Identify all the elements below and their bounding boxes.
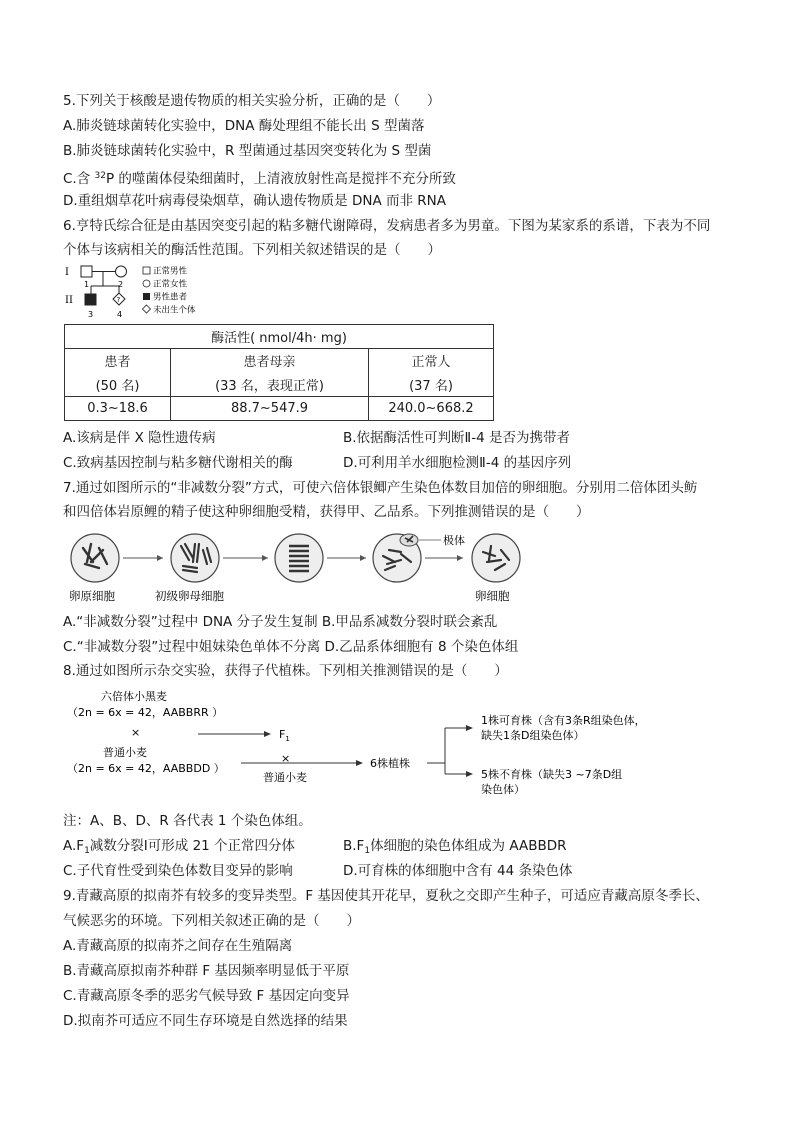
table-count: (33 名，表现正常) [171, 373, 369, 397]
q6-option-b: B.依据酶活性可判断Ⅱ-4 是否为携带者 [343, 430, 570, 446]
legend-normal-female: 正常女性 [153, 279, 188, 290]
individual-number: 2 [118, 280, 124, 289]
q8-option-a: $A.F_1$减数分裂Ⅰ可形成 21 个正常四分体 [63, 838, 296, 856]
q5-option-d: D.重组烟草花叶病毒侵染烟草，确认遗传物质是 DNA 而非 RNA [63, 193, 447, 209]
pedigree-chart [63, 262, 263, 322]
individual-number: 1 [84, 280, 90, 289]
triticale-genotype: （2n = 6x = 42，AABBRR ） [67, 706, 224, 719]
q6-stem-line1: 6.亨特氏综合征是由基因突变引起的粘多糖代谢障碍，发病患者多为男童。下图为某家系的系谱，下表为不同 [63, 218, 711, 234]
sterile-plants-line2: 染色体） [481, 783, 525, 796]
q6-option-a: A.该病是伴 X 隐性遗传病 [63, 430, 216, 446]
table-count: (37 名) [369, 373, 494, 397]
affected-male-symbol [85, 294, 96, 305]
q8-option-d: D.可育株的体细胞中含有 44 条染色体 [343, 863, 573, 879]
q9-stem-line2: 气候恶劣的环境。下列相关叙述正确的是（ ） [63, 913, 360, 929]
individual-number: 4 [117, 310, 123, 319]
q5-option-c: C.含 $^{32}$P 的噬菌体侵染细菌时，上清液放射性高是搅拌不充分所致 [63, 171, 456, 187]
fertile-plant-line2: 缺失1条D组染色体） [481, 729, 585, 742]
generation-1-label: I [65, 267, 69, 278]
table-count: (50 名) [65, 373, 171, 397]
legend-affected-male: 男性患者 [153, 292, 188, 303]
cross-symbol-2: × [281, 752, 291, 765]
triticale-label: 六倍体小黑麦 [101, 690, 167, 703]
non-meiosis-division-figure [63, 530, 543, 610]
wheat-label-2: 普通小麦 [263, 771, 307, 784]
wheat-genotype: （2n = 6x = 42，AABBDD ） [67, 762, 225, 775]
polar-body-label: 极体 [443, 534, 465, 547]
f1-label: $F_1$ [279, 728, 290, 743]
individual-number: 3 [88, 310, 94, 319]
legend-normal-male: 正常男性 [153, 266, 188, 277]
q8-stem: 8.通过如图所示杂交实验，获得子代植株。下列相关推测错误的是（ ） [63, 663, 508, 679]
q6-option-d: D.可利用羊水细胞检测Ⅱ-4 的基因序列 [343, 455, 572, 471]
wheat-label: 普通小麦 [103, 746, 147, 759]
legend-unborn: 未出生个体 [153, 305, 196, 316]
q8-option-c: C.子代育性受到染色体数目变异的影响 [63, 863, 293, 879]
legend-square-icon [143, 267, 150, 274]
cross-symbol: × [131, 726, 141, 739]
fertile-plant-line1: 1株可育株（含有3条R组染色体， [481, 714, 646, 727]
q5-stem: 5.下列关于核酸是遗传物质的相关实验分析，正确的是（ ） [63, 93, 441, 109]
legend-diamond-icon [143, 305, 151, 313]
egg-cell [472, 534, 520, 582]
oogonium-cell [71, 534, 119, 582]
metaphase-cell [275, 534, 323, 582]
table-value: 88.7~547.9 [171, 397, 369, 421]
oogonium-label: 卵原细胞 [69, 589, 115, 603]
generation-2-label: II [65, 295, 73, 306]
q9-option-a: A.青藏高原的拟南芥之间存在生殖隔离 [63, 938, 293, 954]
q7-options-cd: C.“非减数分裂”过程中姐妹染色单体不分离 D.乙品系体细胞有 8 个染色体组 [63, 639, 519, 655]
table-value: 0.3~18.6 [65, 397, 171, 421]
table-header: 患者 [65, 349, 171, 373]
q9-option-d: D.拟南芥可适应不同生存环境是自然选择的结果 [63, 1013, 348, 1029]
q5-option-a: A.肺炎链球菌转化实验中，DNA 酶处理组不能长出 S 型菌落 [63, 118, 425, 134]
six-plants-label: 6株植株 [370, 757, 410, 770]
normal-female-symbol [116, 266, 127, 277]
unknown-mark: ? [116, 296, 121, 304]
secondary-cell-with-polar-body [373, 534, 421, 582]
q8-note: 注：A、B、D、R 各代表 1 个染色体组。 [63, 813, 312, 829]
legend-circle-icon [143, 280, 150, 287]
normal-male-symbol [81, 266, 92, 277]
cross-experiment-figure [63, 688, 683, 806]
q9-option-c: C.青藏高原冬季的恶劣气候导致 F 基因定向变异 [63, 988, 350, 1004]
q7-options-ab: A.“非减数分裂”过程中 DNA 分子发生复制 B.甲品系减数分裂时联会紊乱 [63, 614, 498, 630]
q9-stem-line1: 9.青藏高原的拟南芥有较多的变异类型。F 基因使其开花早，夏秋之交即产生种子，可适应青藏高原冬季长、 [63, 888, 709, 904]
q8-option-b: $B.F_1$体细胞的染色体组成为 AABBDR [343, 838, 567, 856]
egg-cell-label: 卵细胞 [475, 589, 510, 603]
table-value: 240.0~668.2 [369, 397, 494, 421]
primary-oocyte-cell [171, 534, 219, 582]
sterile-plants-line1: 5株不育株（缺失3 ~7条D组 [481, 768, 623, 781]
q5-option-b: B.肺炎链球菌转化实验中，R 型菌通过基因突变转化为 S 型菌 [63, 143, 432, 159]
q6-stem-line2: 个体与该病相关的酶活性范围。下列相关叙述错误的是（ ） [63, 242, 441, 258]
q6-option-c: C.致病基因控制与粘多糖代谢相关的酶 [63, 455, 293, 471]
q7-stem-line2: 和四倍体岩原鲤的精子使这种卵细胞受精，获得甲、乙品系。下列推测错误的是（ ） [63, 504, 590, 520]
enzyme-activity-table [64, 324, 494, 421]
table-header: 正常人 [369, 349, 494, 373]
table-title: 酶活性( nmol/4h· mg) [65, 325, 494, 349]
primary-oocyte-label: 初级卵母细胞 [155, 589, 224, 603]
q7-stem-line1: 7.通过如图所示的“非减数分裂”方式，可使六倍体银鲫产生染色体数目加倍的卵细胞。分别用二倍体团头鲂 [63, 480, 698, 496]
legend-filled-square-icon [143, 293, 150, 300]
q9-option-b: B.青藏高原拟南芥种群 F 基因频率明显低于平原 [63, 963, 350, 979]
table-header: 患者母亲 [171, 349, 369, 373]
